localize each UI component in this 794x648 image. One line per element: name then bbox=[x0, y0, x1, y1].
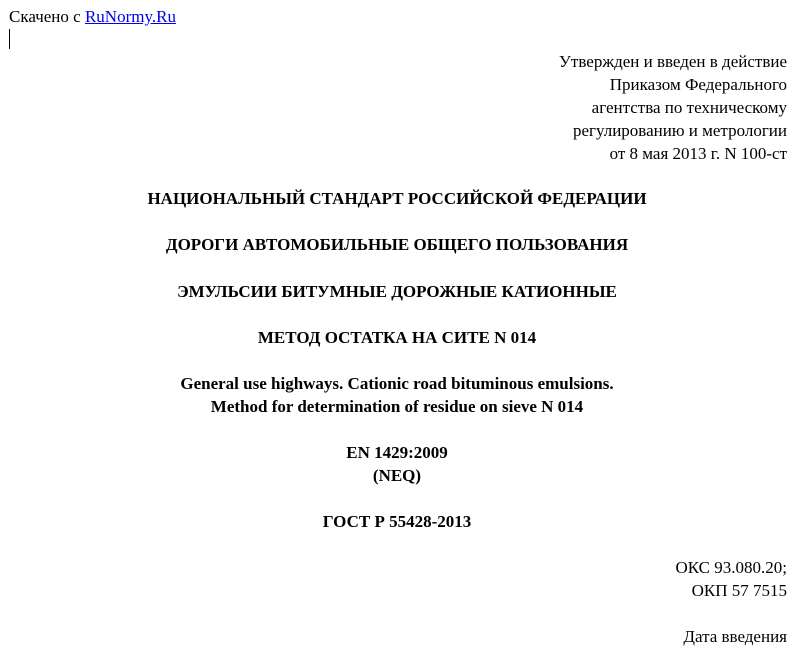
approval-block bbox=[559, 50, 787, 165]
english-title-line-1: General use highways. Cationic road bituminous emulsions. bbox=[180, 374, 614, 393]
approval-line: Приказом Федерального bbox=[609, 75, 787, 94]
text-cursor bbox=[9, 29, 10, 49]
approval-line: регулированию и метрологии bbox=[572, 121, 787, 140]
intro-date-label: Дата введения bbox=[683, 627, 787, 646]
approval-line: Утвержден и введен в действие bbox=[558, 52, 787, 71]
method-title: МЕТОД ОСТАТКА НА СИТЕ N 014 bbox=[257, 328, 537, 347]
neq-label: (NEQ) bbox=[372, 466, 422, 485]
roads-title: ДОРОГИ АВТОМОБИЛЬНЫЕ ОБЩЕГО ПОЛЬЗОВАНИЯ bbox=[165, 235, 629, 254]
en-standard-ref: EN 1429:2009 bbox=[346, 443, 448, 462]
emulsions-title: ЭМУЛЬСИИ БИТУМНЫЕ ДОРОЖНЫЕ КАТИОННЫЕ bbox=[177, 282, 617, 301]
oks-code: ОКС 93.080.20; bbox=[675, 558, 787, 577]
approval-line: агентства по техническому bbox=[591, 98, 787, 117]
source-link[interactable]: RuNormy.Ru bbox=[84, 7, 176, 26]
gost-number: ГОСТ Р 55428-2013 bbox=[322, 512, 472, 531]
source-prefix: Скачено с bbox=[9, 7, 85, 26]
okp-code: ОКП 57 7515 bbox=[691, 581, 787, 600]
national-standard-title: НАЦИОНАЛЬНЫЙ СТАНДАРТ РОССИЙСКОЙ ФЕДЕРАЦИИ bbox=[147, 189, 647, 208]
source-line bbox=[9, 5, 176, 28]
english-title-line-2: Method for determination of residue on sieve N 014 bbox=[210, 397, 584, 416]
approval-line: от 8 мая 2013 г. N 100-ст bbox=[609, 144, 787, 163]
